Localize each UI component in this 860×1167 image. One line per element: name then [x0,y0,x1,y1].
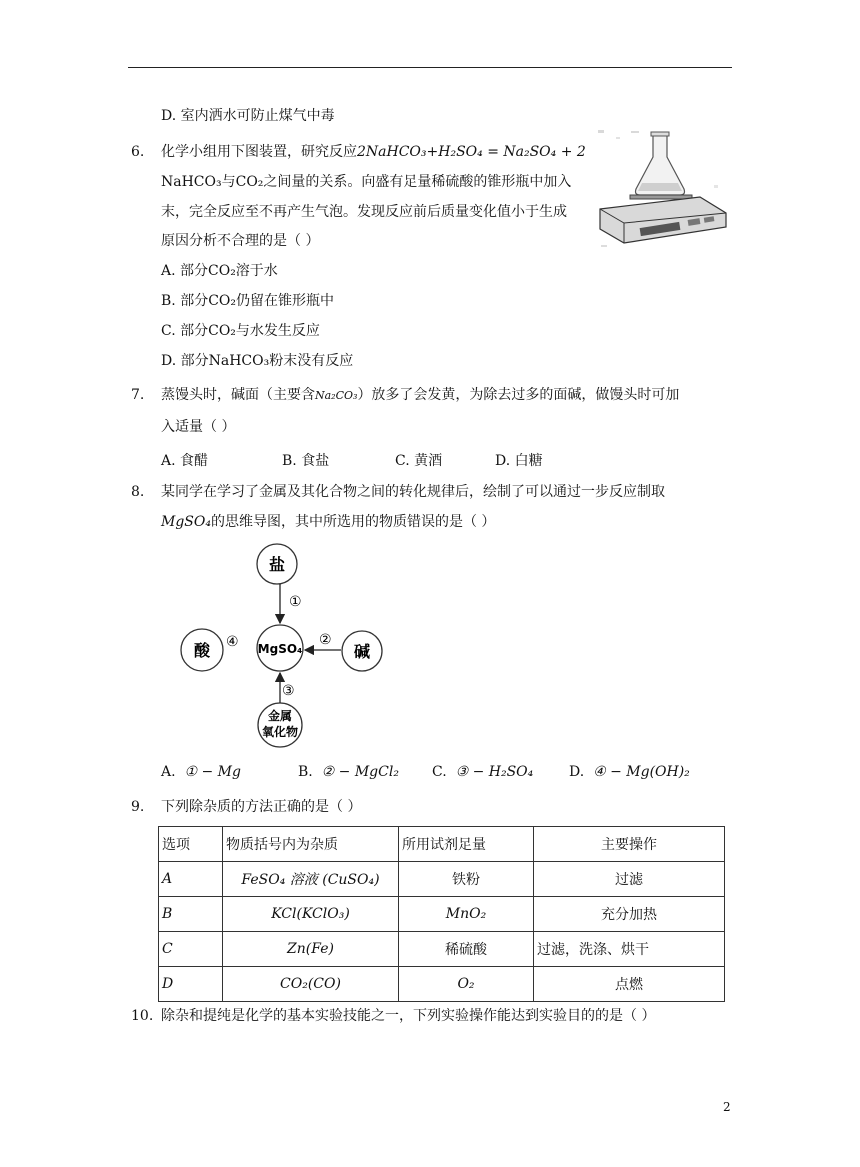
q8-option-d-label: D. [569,764,585,780]
header-cell: 选项 [159,827,223,862]
q6-line2: NaHCO₃与CO₂之间量的关系。向盛有足量稀硫酸的锥形瓶中加入 [161,174,572,190]
label-oxide: 氧化物 [261,725,299,739]
table-cell: 充分加热 [534,897,725,932]
header-cell: 所用试剂足量 [399,827,534,862]
table-row [159,862,725,897]
label-arrow-3: ③ [282,683,295,699]
table-cell: KCl(KClO₃) [223,897,399,932]
q8-option-c-text: ③ − H₂SO₄ [455,764,534,780]
table-cell: 过滤，洗涤、烘干 [534,932,725,967]
table-cell: MnO₂ [399,897,534,932]
q7-option-b: B. 食盐 [282,453,330,469]
q8-option-c-label: C. [432,764,447,780]
table-cell: 铁粉 [399,862,534,897]
q9-number: 9. [131,799,145,815]
table-row [159,932,725,967]
q8-number: 8. [131,484,145,500]
q8-option-b-text: ② − MgCl₂ [321,764,399,780]
q6-line3: 末，完全反应至不再产生气泡。发现反应前后质量变化值小于生成 [161,204,567,220]
q8-option-d [569,762,690,782]
label-base: 碱 [353,642,371,661]
table-cell: 稀硫酸 [399,932,534,967]
q7-number: 7. [131,387,145,403]
q5-option-d: D. 室内洒水可防止煤气中毒 [161,108,335,124]
q7-option-c: C. 黄酒 [395,453,443,469]
q9-stem: 下列除杂质的方法正确的是（ ） [161,799,362,815]
q6-option-d: D. 部分NaHCO₃粉末没有反应 [161,353,354,369]
table-cell: 点燃 [534,967,725,1002]
q8-option-d-text: ④ − Mg(OH)₂ [593,764,690,780]
header-cell: 物质括号内为杂质 [223,827,399,862]
table-cell: 过滤 [534,862,725,897]
q8-option-a-text: ① − Mg [184,764,241,780]
table-cell: A [159,862,223,897]
q6-option-b: B. 部分CO₂仍留在锥形瓶中 [161,293,334,309]
q6-line1-prefix: 化学小组用下图装置，研究反应 [161,144,357,160]
q8-option-b-label: B. [298,764,313,780]
table-cell: C [159,932,223,967]
q10-number: 10. [131,1008,154,1024]
header-cell: 主要操作 [534,827,725,862]
table-cell: B [159,897,223,932]
q10-stem: 除杂和提纯是化学的基本实验技能之一，下列实验操作能达到实验目的的是（ ） [161,1008,656,1024]
label-mgso4: MgSO₄ [257,642,303,656]
table-cell: D [159,967,223,1002]
q8-line2-rest: 的思维导图，其中所选用的物质错误的是（ ） [210,514,496,530]
q6-number: 6. [131,144,145,160]
q7-line1-b: ）放多了会发黄，为除去过多的面碱，做馒头时可加 [357,387,680,403]
q6-option-a: A. 部分CO₂溶于水 [161,263,278,279]
q6-equation: 2NaHCO₃+H₂SO₄ = Na₂SO₄ + 2 [357,144,586,160]
q7-line2: 入适量（ ） [161,419,236,435]
q8-option-a-label: A. [161,764,176,780]
q8-option-b [298,762,399,782]
q8-option-c [432,762,533,782]
q6-option-c: C. 部分CO₂与水发生反应 [161,323,320,339]
table-row [159,897,725,932]
q7-line1 [161,385,679,406]
table-cell: FeSO₄ 溶液 (CuSO₄) [223,862,399,897]
q8-line2 [161,512,495,532]
q6-line1 [161,142,586,162]
table-cell: CO₂(CO) [223,967,399,1002]
table-row [159,967,725,1002]
label-salt: 盐 [268,555,286,574]
q7-option-d: D. 白糖 [495,453,543,469]
page-number: 2 [723,1100,731,1114]
label-arrow-4: ④ [226,634,239,650]
label-arrow-2: ② [319,632,332,648]
q7-line1-a: 蒸馒头时，碱面（主要含 [161,387,315,403]
q9-options-table [158,826,725,1002]
mgso4-mind-map [176,540,391,750]
q8-option-a [161,762,241,782]
table-header-row [159,827,725,862]
q7-option-a: A. 食醋 [161,453,209,469]
table-cell: Zn(Fe) [223,932,399,967]
q8-line1: 某同学在学习了金属及其化合物之间的转化规律后，绘制了可以通过一步反应制取 [161,484,665,500]
label-metal: 金属 [267,709,293,723]
balance-flask-photo [596,125,731,255]
label-arrow-1: ① [289,594,302,610]
header-rule [128,67,732,68]
table-cell: O₂ [399,967,534,1002]
q6-line4: 原因分析不合理的是（ ） [161,233,320,249]
label-acid: 酸 [193,641,211,660]
q7-formula: Na₂CO₃ [315,389,358,402]
q8-formula: MgSO₄ [161,514,211,530]
